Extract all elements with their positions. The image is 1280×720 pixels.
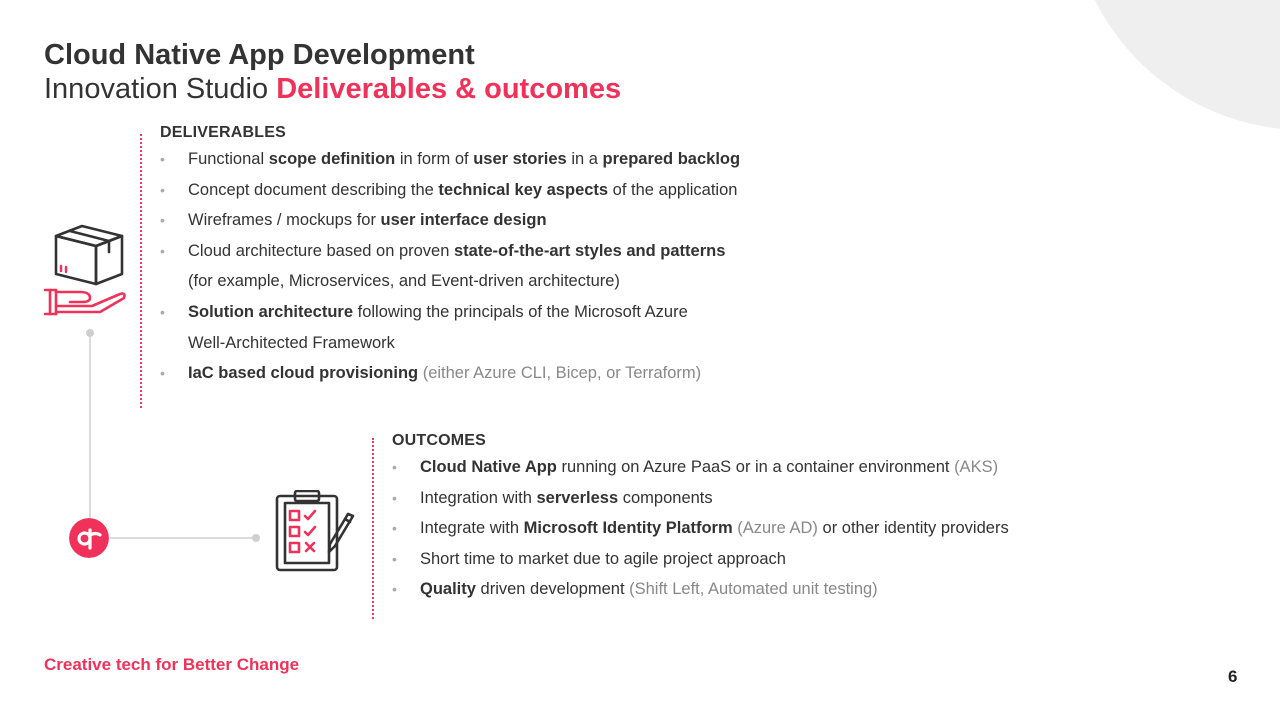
deliverables-list — [160, 144, 900, 389]
connector-vertical-line — [89, 333, 91, 538]
package-in-hand-icon — [42, 222, 128, 318]
list-item: • Functional scope definition in form of user stories in a prepared backlog — [160, 144, 900, 175]
bullet-icon: • — [392, 581, 397, 598]
list-item: • Integrate with Microsoft Identity Platform (Azure AD) or other identity providers — [392, 513, 1152, 544]
checklist-clipboard-icon — [275, 490, 357, 574]
deliverables-heading: DELIVERABLES — [160, 124, 286, 141]
bullet-icon: • — [160, 242, 165, 259]
list-item: • IaC based cloud provisioning (either Azure CLI, Bicep, or Terraform) — [160, 358, 900, 389]
slide-title-block — [44, 38, 621, 106]
connector-node — [252, 534, 260, 542]
bullet-icon: • — [160, 303, 165, 320]
decorative-corner-circle — [1070, 0, 1280, 130]
connector-horizontal-line — [110, 537, 256, 539]
list-item: • Quality driven development (Shift Left, Automated unit testing) — [392, 574, 1152, 605]
list-item: • Cloud architecture based on proven state-of-the-art styles and patterns — [160, 236, 900, 267]
list-item: • Integration with serverless components — [392, 483, 1152, 514]
bullet-icon: • — [160, 151, 165, 167]
deliverables-section — [160, 122, 900, 389]
connector-node — [86, 329, 94, 337]
bullet-icon: • — [392, 459, 397, 475]
bullet-icon: • — [392, 489, 397, 506]
outcomes-list — [392, 452, 1152, 605]
deliverables-bracket — [140, 134, 146, 408]
outcomes-heading: OUTCOMES — [392, 432, 487, 449]
list-item: • Wireframes / mockups for user interface design — [160, 205, 900, 236]
brand-logo-icon — [69, 518, 109, 558]
bullet-icon: • — [160, 212, 165, 229]
slide-subtitle — [44, 72, 621, 106]
footer-tagline: Creative tech for Better Change — [44, 655, 300, 674]
bullet-icon: • — [392, 550, 397, 567]
list-item: • Short time to market due to agile project approach — [392, 544, 1152, 575]
slide-title: Cloud Native App Development — [44, 39, 475, 71]
list-item-continuation: Well-Architected Framework — [188, 333, 395, 352]
outcomes-section — [392, 430, 1152, 605]
subtitle-accent: Deliverables & outcomes — [276, 73, 622, 105]
list-item-continuation: (for example, Microservices, and Event-driven architecture) — [188, 272, 620, 291]
list-item: • Concept document describing the technical key aspects of the application — [160, 175, 900, 206]
subtitle-plain: Innovation Studio — [44, 73, 269, 105]
list-item: • Cloud Native App running on Azure PaaS or in a container environment (AKS) — [392, 452, 1152, 483]
bullet-icon: • — [392, 520, 397, 537]
outcomes-bracket — [372, 438, 378, 619]
bullet-icon: • — [160, 365, 165, 382]
page-number: 6 — [1228, 667, 1238, 686]
bullet-icon: • — [160, 181, 165, 198]
list-item: • Solution architecture following the principals of the Microsoft Azure — [160, 297, 900, 328]
